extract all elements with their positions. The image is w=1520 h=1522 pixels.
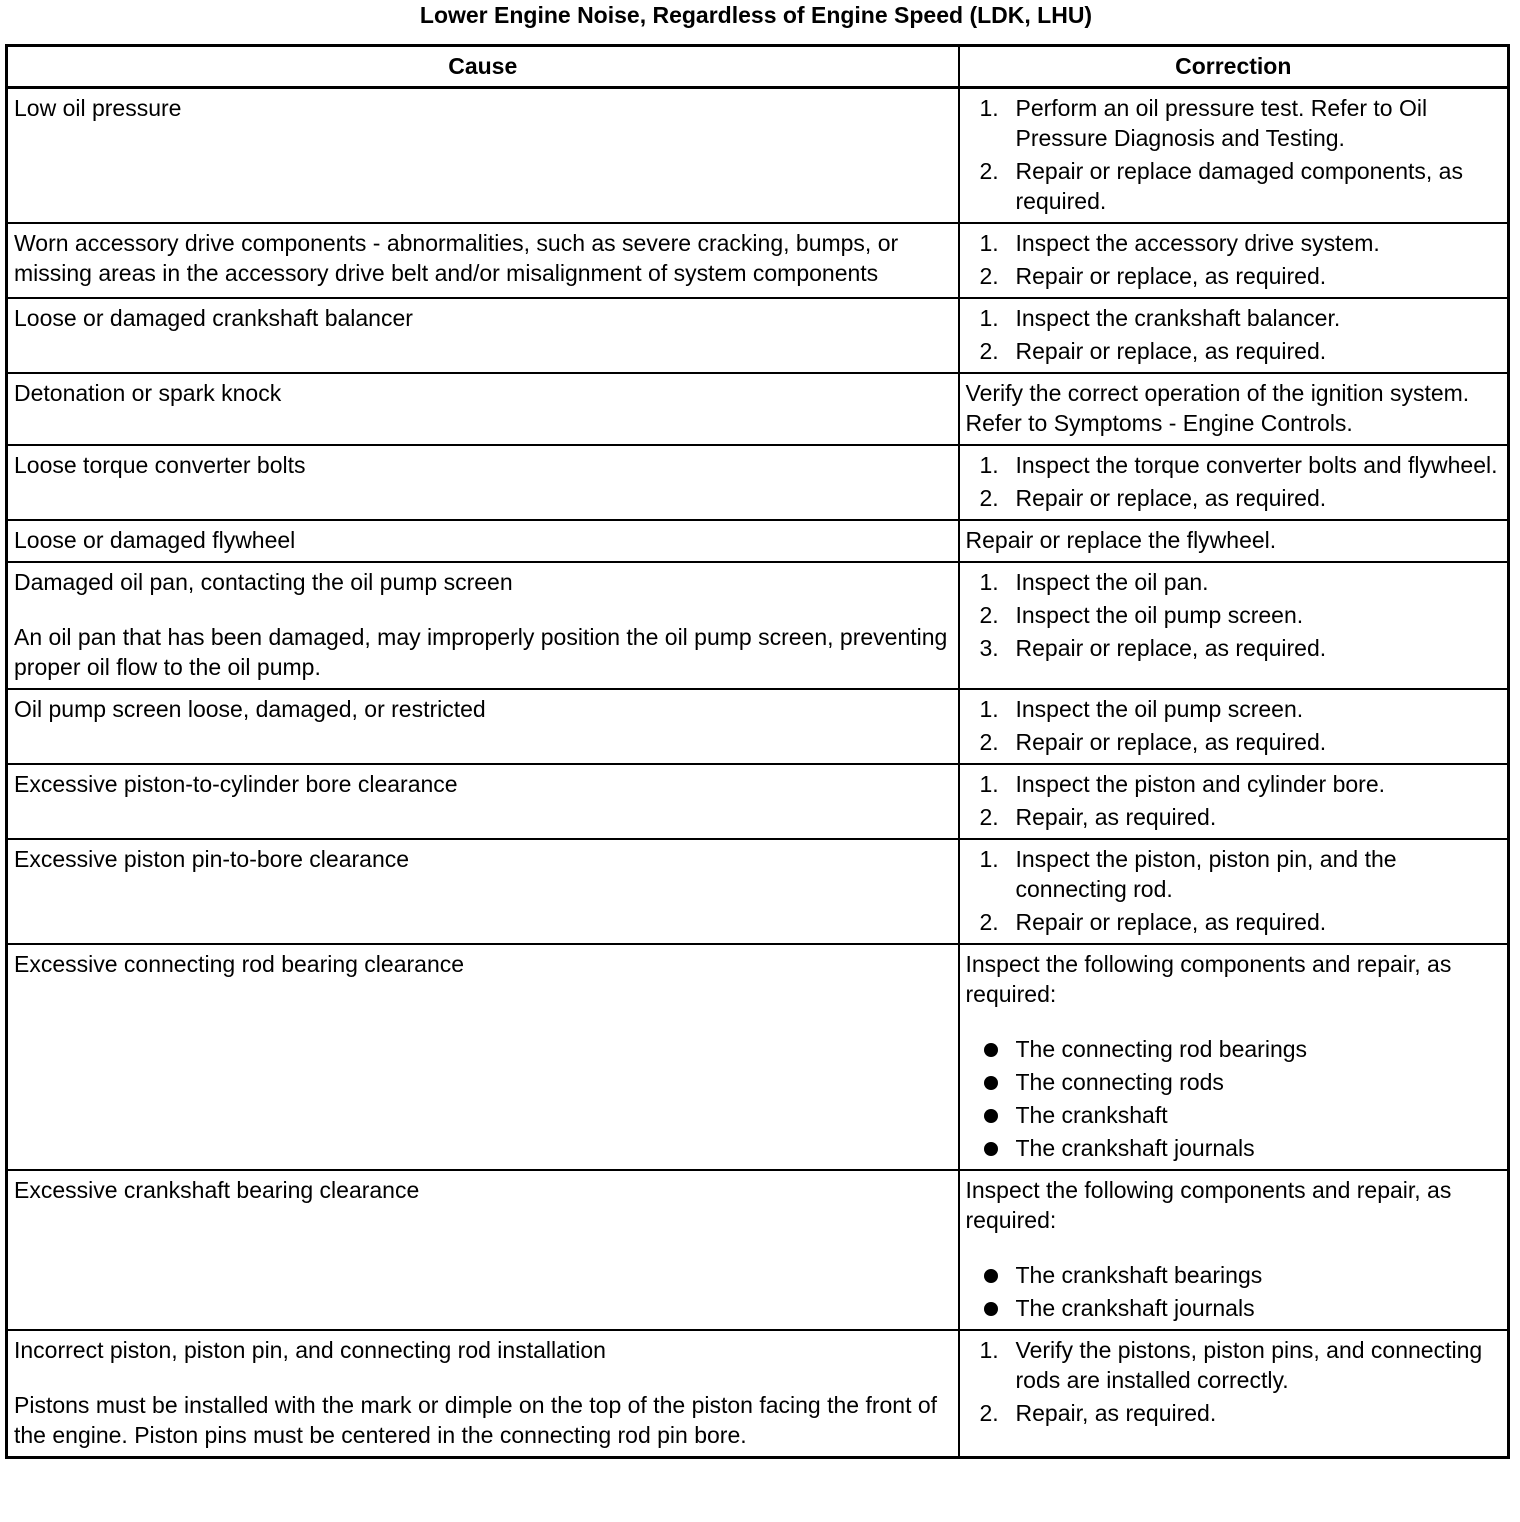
cause-text: Excessive piston pin-to-bore clearance (14, 846, 410, 872)
cause-cell (7, 373, 959, 445)
step-number: 2. (979, 158, 999, 184)
cause-cell (7, 689, 959, 764)
component-text: The crankshaft journals (1015, 1295, 1255, 1321)
cause-column-header: Cause (7, 46, 959, 88)
correction-step (966, 303, 1502, 333)
step-number: 1. (979, 846, 999, 872)
table-row (7, 373, 1509, 445)
cause-cell (7, 298, 959, 373)
table-row (7, 520, 1509, 562)
correction-cell (959, 562, 1509, 689)
correction-cell (959, 689, 1509, 764)
diagnosis-table (5, 44, 1510, 1459)
table-row (7, 298, 1509, 373)
table-row (7, 88, 1509, 224)
correction-intro: Inspect the following components and repair, as required: (965, 951, 1452, 1007)
correction-step (966, 1398, 1502, 1428)
correction-cell (959, 839, 1509, 944)
table-row (7, 839, 1509, 944)
step-number: 1. (979, 569, 999, 595)
correction-step (966, 844, 1502, 904)
correction-cell (959, 88, 1509, 224)
correction-steps (966, 769, 1502, 832)
bullet-icon (984, 1043, 998, 1057)
step-text: Inspect the torque converter bolts and flywheel. (1015, 452, 1498, 478)
component-item (966, 1260, 1502, 1290)
correction-text: Repair or replace the flywheel. (965, 527, 1277, 553)
step-text: Inspect the piston, piston pin, and the connecting rod. (1015, 846, 1397, 902)
correction-steps (966, 694, 1502, 757)
component-item (966, 1293, 1502, 1323)
cause-text: Excessive connecting rod bearing clearance (14, 951, 465, 977)
correction-cell (959, 764, 1509, 839)
cause-cell (7, 562, 959, 689)
correction-cell (959, 445, 1509, 520)
step-text: Inspect the accessory drive system. (1015, 230, 1380, 256)
component-text: The crankshaft (1015, 1102, 1168, 1128)
correction-text: Verify the correct operation of the ignition system. Refer to Symptoms - Engine Controls. (965, 380, 1470, 436)
cause-text: Excessive crankshaft bearing clearance (14, 1177, 420, 1203)
correction-step (966, 802, 1502, 832)
cause-text: Damaged oil pan, contacting the oil pump screen (14, 569, 513, 595)
correction-cell (959, 520, 1509, 562)
component-list (966, 1260, 1502, 1323)
step-text: Repair or replace damaged components, as required. (1015, 158, 1463, 214)
step-number: 2. (979, 1400, 999, 1426)
cause-note: Pistons must be installed with the mark or dimple on the top of the piston facing the front of the engine. Piston pins must be centered in the connecting rod pin bore. (14, 1392, 938, 1448)
table-row (7, 223, 1509, 298)
component-item (966, 1067, 1502, 1097)
correction-column-header: Correction (959, 46, 1509, 88)
step-number: 1. (979, 452, 999, 478)
correction-step (966, 261, 1502, 291)
component-text: The crankshaft journals (1015, 1135, 1255, 1161)
cause-text: Oil pump screen loose, damaged, or restricted (14, 696, 486, 722)
table-row (7, 1330, 1509, 1458)
correction-steps (966, 93, 1502, 216)
step-text: Inspect the oil pump screen. (1015, 602, 1304, 628)
component-item (966, 1100, 1502, 1130)
step-number: 1. (979, 230, 999, 256)
correction-step (966, 93, 1502, 153)
component-text: The connecting rod bearings (1015, 1036, 1308, 1062)
step-number: 2. (979, 338, 999, 364)
cause-text: Incorrect piston, piston pin, and connecting rod installation (14, 1337, 606, 1363)
correction-steps (966, 228, 1502, 291)
correction-step (966, 450, 1502, 480)
correction-step (966, 336, 1502, 366)
step-number: 2. (979, 909, 999, 935)
correction-steps (966, 303, 1502, 366)
bullet-icon (984, 1109, 998, 1123)
correction-step (966, 1335, 1502, 1395)
step-number: 2. (979, 729, 999, 755)
cause-cell (7, 764, 959, 839)
step-number: 1. (979, 696, 999, 722)
step-text: Inspect the oil pan. (1015, 569, 1209, 595)
step-text: Inspect the oil pump screen. (1015, 696, 1304, 722)
step-text: Repair or replace, as required. (1015, 635, 1327, 661)
cause-text: Low oil pressure (14, 95, 182, 121)
step-number: 1. (979, 95, 999, 121)
correction-steps (966, 567, 1502, 663)
cause-text: Detonation or spark knock (14, 380, 282, 406)
step-number: 2. (979, 263, 999, 289)
component-text: The crankshaft bearings (1015, 1262, 1263, 1288)
correction-step (966, 633, 1502, 663)
correction-cell (959, 298, 1509, 373)
step-number: 1. (979, 1337, 999, 1363)
step-number: 2. (979, 485, 999, 511)
cause-cell (7, 520, 959, 562)
correction-cell (959, 223, 1509, 298)
cause-text: Excessive piston-to-cylinder bore clearance (14, 771, 458, 797)
step-text: Repair or replace, as required. (1015, 485, 1327, 511)
cause-cell (7, 445, 959, 520)
component-list (966, 1034, 1502, 1163)
page-title: Lower Engine Noise, Regardless of Engine Speed (LDK, LHU) (419, 2, 1093, 28)
correction-step (966, 694, 1502, 724)
bullet-icon (984, 1076, 998, 1090)
correction-cell (959, 944, 1509, 1170)
table-row (7, 445, 1509, 520)
bullet-icon (984, 1269, 998, 1283)
step-text: Repair, as required. (1015, 1400, 1217, 1426)
cause-cell (7, 944, 959, 1170)
step-text: Repair or replace, as required. (1015, 338, 1327, 364)
table-body (7, 88, 1509, 1458)
header-row (7, 46, 1509, 88)
step-number: 2. (979, 602, 999, 628)
correction-step (966, 156, 1502, 216)
correction-cell (959, 1330, 1509, 1458)
step-text: Repair or replace, as required. (1015, 263, 1327, 289)
step-number: 2. (979, 804, 999, 830)
correction-intro: Inspect the following components and repair, as required: (965, 1177, 1452, 1233)
step-number: 1. (979, 305, 999, 331)
step-number: 1. (979, 771, 999, 797)
cause-cell (7, 88, 959, 224)
correction-step (966, 567, 1502, 597)
component-item (966, 1034, 1502, 1064)
correction-steps (966, 844, 1502, 937)
step-text: Perform an oil pressure test. Refer to Oil Pressure Diagnosis and Testing. (1015, 95, 1428, 151)
step-number: 3. (979, 635, 999, 661)
component-item (966, 1133, 1502, 1163)
correction-step (966, 907, 1502, 937)
cause-cell (7, 1170, 959, 1330)
correction-steps (966, 450, 1502, 513)
step-text: Repair or replace, as required. (1015, 729, 1327, 755)
step-text: Inspect the crankshaft balancer. (1015, 305, 1341, 331)
cause-text: Loose or damaged crankshaft balancer (14, 305, 413, 331)
component-text: The connecting rods (1015, 1069, 1224, 1095)
cause-cell (7, 223, 959, 298)
table-row (7, 1170, 1509, 1330)
correction-cell (959, 373, 1509, 445)
correction-steps (966, 1335, 1502, 1428)
cause-note: An oil pan that has been damaged, may improperly position the oil pump screen, preventing proper oil flow to the oil pump. (14, 624, 948, 680)
step-text: Verify the pistons, piston pins, and connecting rods are installed correctly. (1015, 1337, 1483, 1393)
cause-cell (7, 1330, 959, 1458)
cause-text: Loose or damaged flywheel (14, 527, 296, 553)
table-row (7, 944, 1509, 1170)
cause-text: Worn accessory drive components - abnormalities, such as severe cracking, bumps, or missing areas in the accessory drive belt and/or misalignment of system components (14, 230, 899, 286)
step-text: Repair, as required. (1015, 804, 1217, 830)
bullet-icon (984, 1302, 998, 1316)
cause-cell (7, 839, 959, 944)
diagnosis-table-container (5, 44, 1507, 1459)
correction-step (966, 483, 1502, 513)
correction-step (966, 228, 1502, 258)
correction-step (966, 600, 1502, 630)
step-text: Inspect the piston and cylinder bore. (1015, 771, 1386, 797)
correction-step (966, 727, 1502, 757)
table-row (7, 764, 1509, 839)
table-row (7, 689, 1509, 764)
correction-cell (959, 1170, 1509, 1330)
bullet-icon (984, 1142, 998, 1156)
step-text: Repair or replace, as required. (1015, 909, 1327, 935)
correction-step (966, 769, 1502, 799)
cause-text: Loose torque converter bolts (14, 452, 306, 478)
table-row (7, 562, 1509, 689)
